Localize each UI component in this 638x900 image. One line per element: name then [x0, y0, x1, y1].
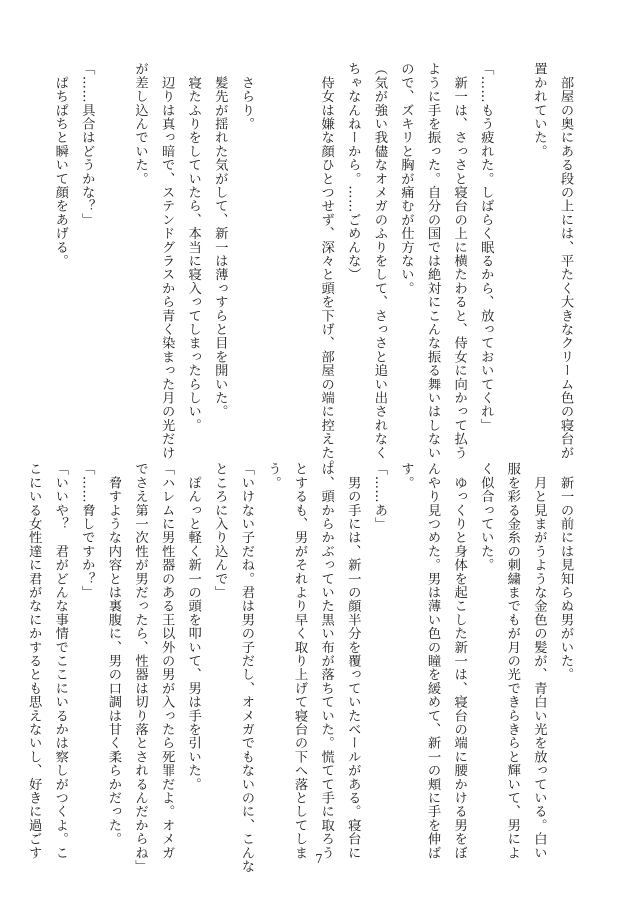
text-line: が差し込んでいた。 [132, 62, 148, 186]
text-line: 脅すような内容とは裏腹に、男の口調は甘く柔らかだった。 [105, 462, 121, 846]
text-line: 新一の前には見知らぬ男がいた。 [558, 462, 573, 682]
text-line: ちゃなんねーから。……ごめんな） [345, 62, 361, 282]
text-line: す。 [398, 462, 414, 490]
text-line: 「……あ」 [371, 462, 387, 531]
text-line: ように手を振った。自分の国では絶対にこんな振る舞いはしない [425, 62, 441, 460]
text-line: 「……脅しですか？」 [79, 462, 95, 599]
text-line: とするも、男がそれより早く取り上げて寝台の下へ落としてしま [292, 462, 308, 860]
text-line: 寝たふりをしていたら、本当に寝入ってしまったらしい。 [185, 62, 201, 432]
text-line: 辺りは真っ暗で、ステンドグラスから青く染まった月の光だけ [159, 62, 175, 460]
blank-line [259, 62, 286, 410]
text-line: 部屋の奥にある段の上には、平たく大きなクリーム色の寝台が [558, 62, 573, 460]
text-line: 侍女は嫌な顔ひとつせず、深々と頭を下げ、部屋の端に控えた。 [318, 62, 334, 473]
text-line: く似合っていた。 [478, 462, 494, 572]
text-line: ところに入り込んで」 [212, 462, 228, 599]
blank-line [285, 62, 312, 410]
text-line: （気が強い我儘なオメガのふりをして、さっさと追い出されなく [371, 62, 387, 460]
text-line: 新一は、さっさと寝台の上に横たわると、侍女に向かって払う [451, 62, 467, 460]
text-line: 男の手には、新一の顔半分を覆っていたベールがある。寝台に [345, 462, 361, 860]
text-line: ので、ズキリと胸が痛むが仕方ない。 [398, 62, 414, 295]
text-line: でさえ第一次性が男だったら、性器は切り落とされるんだからね」 [132, 462, 148, 873]
text-line: 「ハレムに男性器のある王以外の男が入ったら死罪だよ。オメガ [159, 462, 175, 860]
text-line: 月と見まがうような金色の髪が、青白い光を放っている。白い [531, 462, 547, 860]
text-line: う。 [265, 462, 281, 490]
text-line: ぽんっと軽く新一の頭を叩いて、男は手を引いた。 [185, 462, 201, 791]
text-block-top [52, 62, 578, 473]
text-line: は、頭からかぶっていた黒い布が落ちていた。慌てて手に取ろう [318, 462, 334, 860]
blank-line [498, 62, 525, 410]
text-line: 「……具合はどうかな？」 [79, 62, 95, 227]
text-block-bottom [26, 462, 578, 873]
text-line: ぱちぱちと瞬いて顔をあげる。 [52, 62, 68, 268]
text-line: こにいる女性達に君がなにかするとも思えないし、好きに過ごす [26, 462, 42, 860]
text-line: さらり。 [238, 62, 254, 131]
text-line: 「いいや？ 君がどんな事情でここにいるかは察しがつくよ。こ [52, 462, 68, 860]
text-line: 「……もう疲れた。しばらく眠るから、放っておいてくれ」 [478, 62, 494, 432]
text-line: ゆっくりと身体を起こした新一は、寝台の端に腰かける男をぼ [451, 462, 467, 860]
page-number: 7 [315, 852, 323, 866]
text-line: 服を彩る金糸の刺繍までもが月の光できらきらと輝いて、男によ [504, 462, 520, 860]
text-line: 「いけない子だね。君は男の子だし、オメガでもないのに、こんな [238, 462, 254, 873]
blank-line [99, 62, 126, 410]
text-line: 置かれていた。 [531, 62, 547, 158]
text-line: 髪先が揺れた気がして、新一は薄っすらと目を開いた。 [212, 62, 228, 419]
text-line: んやり見つめた。男は薄い色の瞳を緩めて、新一の頬に手を伸ば [425, 462, 441, 860]
